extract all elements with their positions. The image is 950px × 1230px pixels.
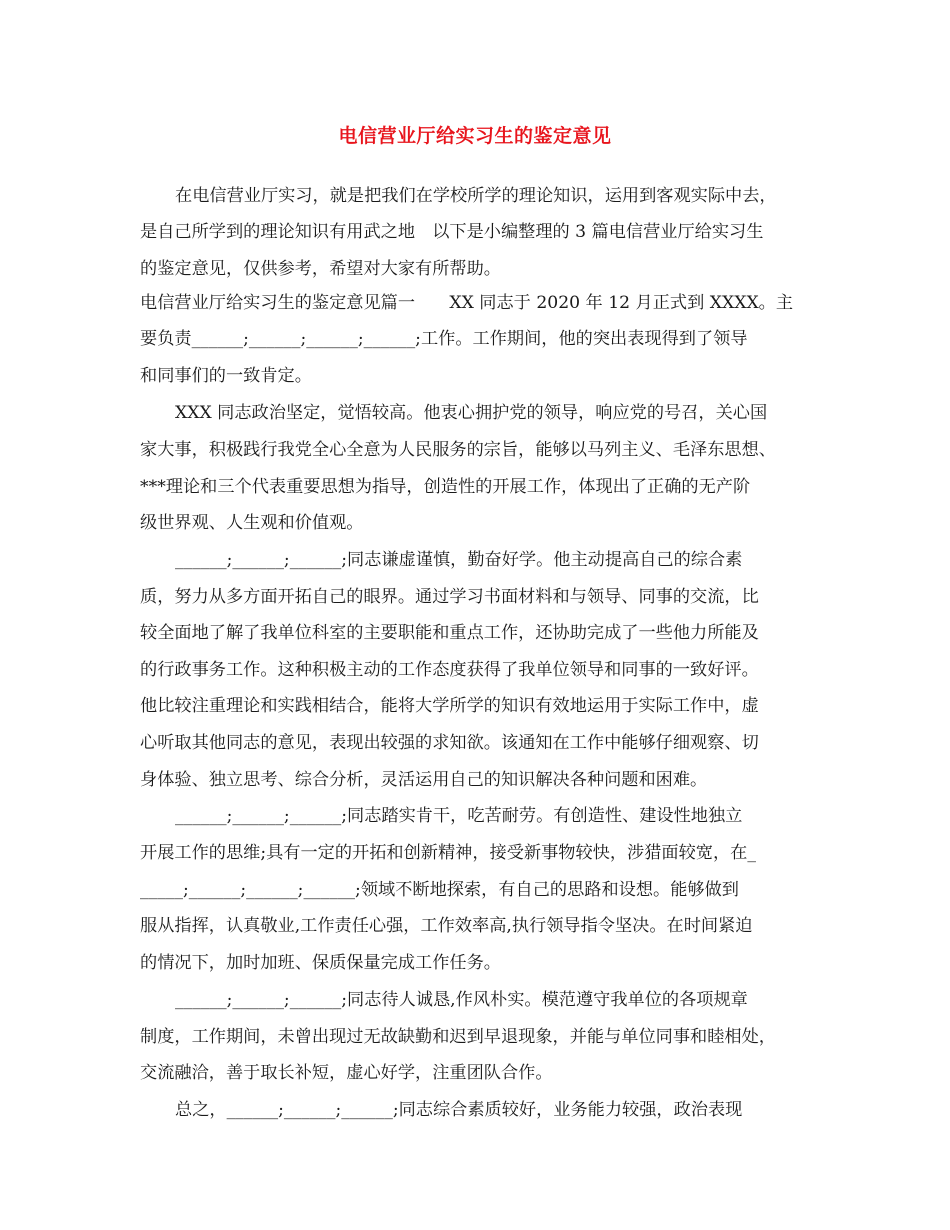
paragraph-line: 要负责______;______;______;______;工作。工作期间，他的突出表现得到了领导 (140, 329, 748, 349)
paragraph-line: 家大事，积极践行我党全心全意为人民服务的宗旨，能够以马列主义、毛泽东思想、 (140, 440, 776, 460)
paragraph-line: 交流融洽，善于取长补短，虚心好学，注重团队合作。 (140, 1063, 553, 1083)
paragraph-line: ______;______;______;同志踏实肯干，吃苦耐劳。有创造性、建设性地独立 (175, 806, 743, 826)
paragraph-line: 身体验、独立思考、综合分析，灵活运用自己的知识解决各种问题和困难。 (140, 770, 708, 790)
paragraph-line: 开展工作的思维;具有一定的开拓和创新精神，接受新事物较快，涉猎面较宽，在_ (140, 843, 756, 863)
paragraph-line: 的情况下，加时加班、保质保量完成工作任务。 (140, 953, 501, 973)
paragraph-line: 级世界观、人生观和价值观。 (140, 513, 364, 533)
paragraph-line: 的行政事务工作。这种积极主动的工作态度获得了我单位领导和同事的一致好评。 (140, 660, 759, 680)
paragraph-line: 的鉴定意见，仅供参考，希望对大家有所帮助。 (140, 259, 501, 279)
paragraph-line: 总之，______;______;______;同志综合素质较好，业务能力较强，政治表现 (175, 1100, 743, 1120)
document-title: 电信营业厅给实习生的鉴定意见 (338, 125, 612, 147)
paragraph-line: 和同事们的一致肯定。 (140, 366, 312, 386)
paragraph-line: 质，努力从多方面开拓自己的眼界。通过学习书面材料和与领导、同事的交流，比 (140, 587, 759, 607)
paragraph-line: 他比较注重理论和实践相结合，能将大学所学的知识有效地运用于实际工作中，虚 (140, 696, 759, 716)
paragraph-line: ______;______;______;同志谦虚谨慎，勤奋好学。他主动提高自己的综合素 (175, 550, 743, 570)
paragraph-line: _____;______;______;______;领域不断地探索，有自己的思路和设想。能够做到 (140, 880, 739, 900)
paragraph-line: 服从指挥，认真敬业,工作责任心强，工作效率高,执行领导指令坚决。在时间紧迫 (140, 916, 753, 936)
paragraph-line: 制度，工作期间，未曾出现过无故缺勤和迟到早退现象，并能与单位同事和睦相处， (140, 1027, 776, 1047)
paragraph-line: ______;______;______;同志待人诚恳,作风朴实。模范遵守我单位的各项规章 (175, 990, 748, 1010)
paragraph-line: 心听取其他同志的意见，表现出较强的求知欲。该通知在工作中能够仔细观察、切 (140, 733, 759, 753)
paragraph-line: 电信营业厅给实习生的鉴定意见篇一 XX 同志于 2020 年 12 月正式到 XXXX。主 (140, 293, 794, 313)
paragraph-line: 较全面地了解了我单位科室的主要职能和重点工作，还协助完成了一些他力所能及 (140, 623, 759, 643)
paragraph-line: 是自己所学到的理论知识有用武之地 以下是小编整理的 3 篇电信营业厅给实习生 (140, 222, 764, 242)
paragraph-line: ***理论和三个代表重要思想为指导，创造性的开展工作，体现出了正确的无产阶 (140, 477, 751, 497)
paragraph-line: XXX 同志政治坚定，觉悟较高。他衷心拥护党的领导，响应党的号召，关心国 (175, 403, 768, 423)
paragraph-line: 在电信营业厅实习，就是把我们在学校所学的理论知识，运用到客观实际中去， (175, 186, 777, 206)
